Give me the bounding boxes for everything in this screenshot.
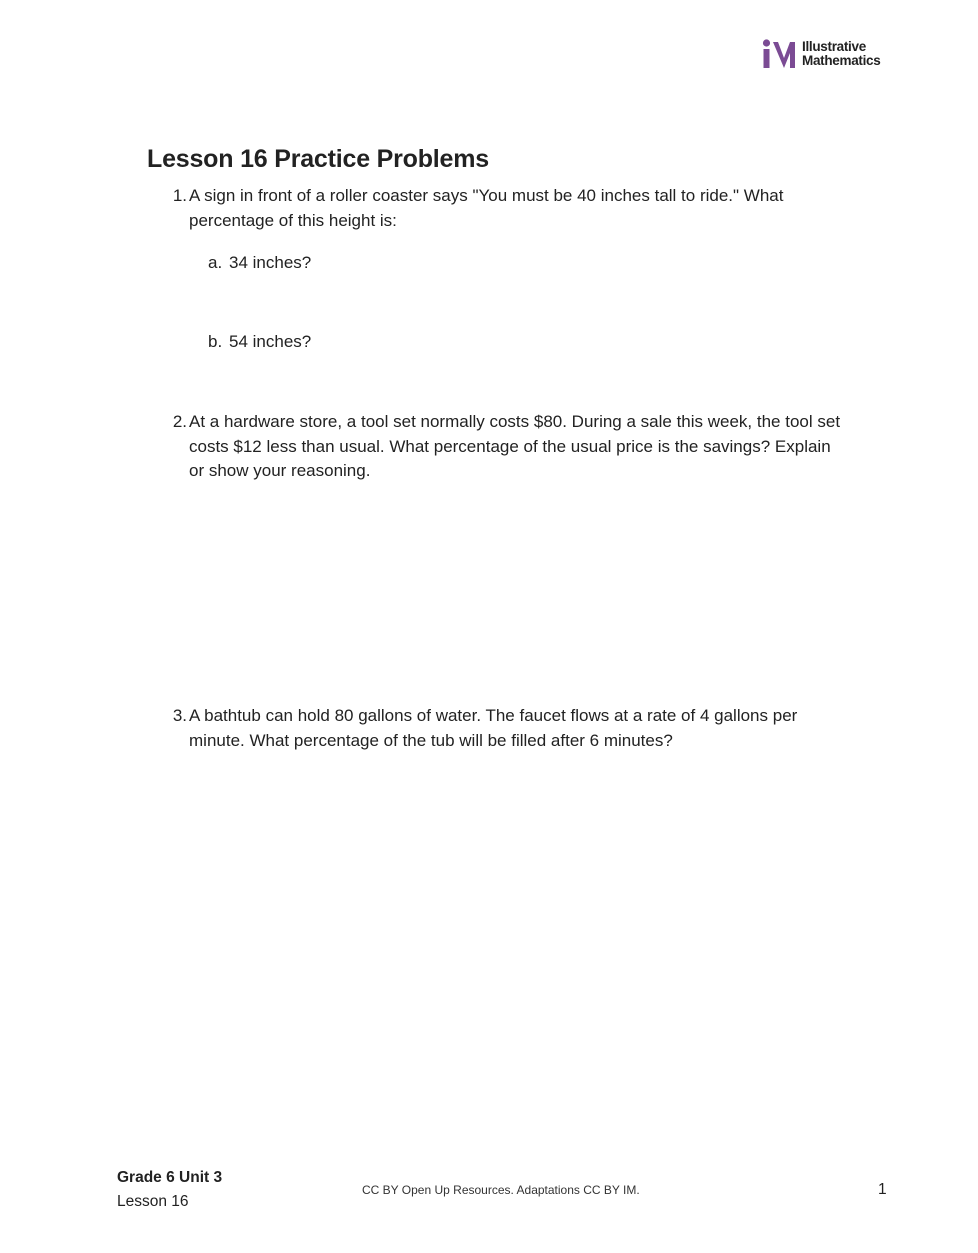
- problem-3: [165, 704, 845, 753]
- problem-text: A bathtub can hold 80 gallons of water. The faucet flows at a rate of 4 gallons per minute. What percentage of the tub will be filled after 6 minutes?: [189, 706, 798, 750]
- logo-wordmark: [802, 40, 880, 68]
- page-title: Lesson 16 Practice Problems: [147, 145, 489, 173]
- footer-grade: Grade 6 Unit 3: [117, 1169, 223, 1186]
- page-number: 1: [878, 1181, 887, 1198]
- im-logo-icon: [762, 39, 798, 71]
- part-text: 34 inches?: [229, 253, 312, 272]
- logo-line-1: Illustrative: [802, 39, 866, 54]
- problem-1-part-a: [208, 251, 311, 276]
- problem-1: [165, 184, 845, 233]
- part-text: 54 inches?: [229, 332, 312, 351]
- problem-number: 2.: [172, 412, 187, 431]
- problem-text: A sign in front of a roller coaster says "You must be 40 inches tall to ride." What percentage of this height is:: [189, 186, 784, 230]
- part-letter: a.: [208, 253, 223, 272]
- logo-line-2: Mathematics: [802, 53, 881, 68]
- footer-lesson: Lesson 16: [117, 1193, 189, 1210]
- problem-1-part-b: [208, 330, 311, 355]
- problem-text: At a hardware store, a tool set normally costs $80. During a sale this week, the tool set costs $12 less than usual. What percentage of the usual price is the savings? Explain or show your reasoning.: [189, 412, 841, 480]
- problem-number: 3.: [172, 706, 187, 725]
- problem-2: [165, 410, 845, 484]
- problem-number: 1.: [172, 186, 187, 205]
- illustrative-mathematics-logo: [762, 39, 892, 71]
- part-letter: b.: [208, 332, 223, 351]
- footer-license: CC BY Open Up Resources. Adaptations CC BY IM.: [362, 1183, 640, 1197]
